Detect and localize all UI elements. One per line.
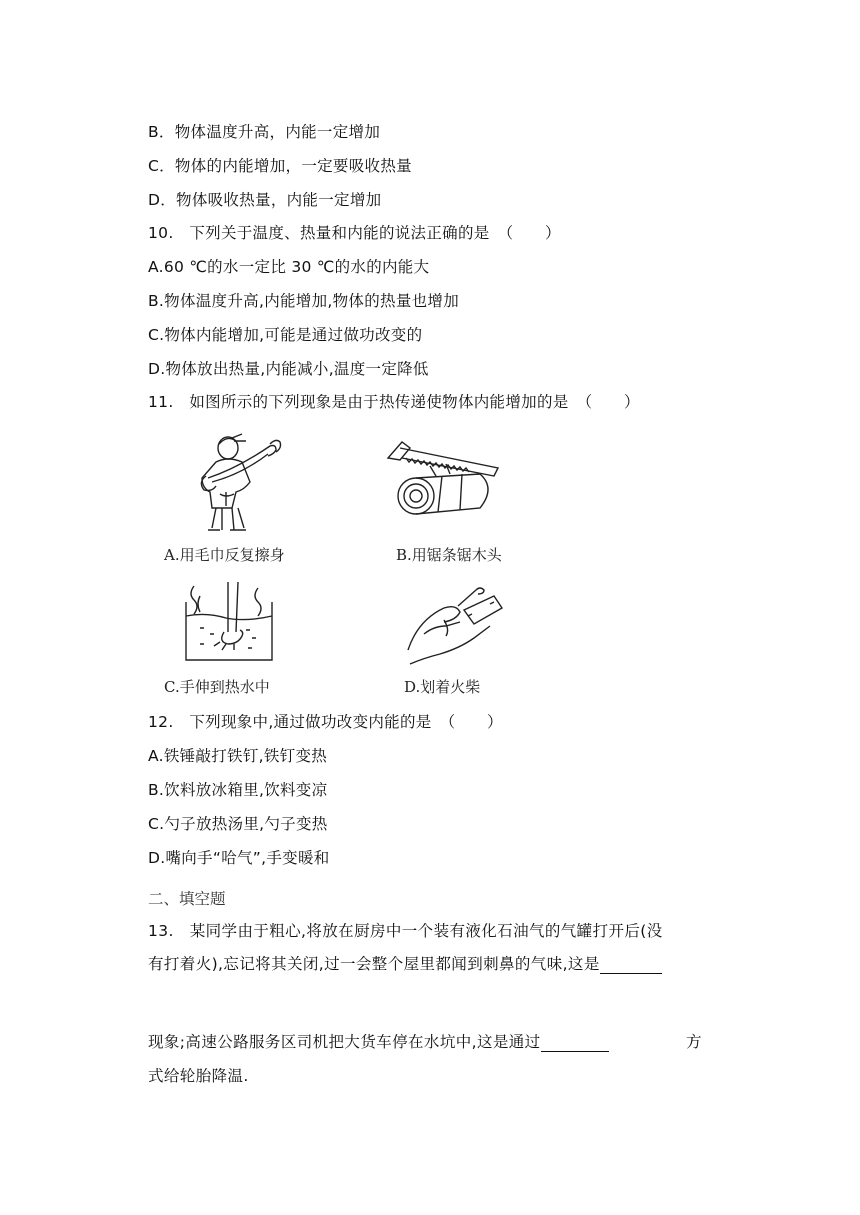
- towel-rubbing-icon: [186, 432, 296, 532]
- q13-line-2: [148, 952, 662, 974]
- q10-option-d: D.物体放出热量,内能减小,温度一定降低: [148, 360, 429, 378]
- q13-line-3-text: 现象;高速公路服务区司机把大货车停在水坑中,这是通过: [148, 1033, 541, 1051]
- q12-option-b: B.饮料放冰箱里,饮料变凉: [148, 781, 328, 799]
- q10-option-c: C.物体内能增加,可能是通过做功改变的: [148, 326, 423, 344]
- q13-line-3: [148, 1030, 710, 1052]
- section-heading: 二、填空题: [148, 890, 226, 908]
- q12-option-d: D.嘴向手“哈气”,手变暖和: [148, 849, 330, 867]
- q9-option-d: D．物体吸收热量，内能一定增加: [148, 191, 382, 209]
- q11-caption-d: D.划着火柴: [404, 678, 481, 696]
- q11-caption-c: C.手伸到热水中: [164, 678, 270, 696]
- hand-in-hot-water-icon: [180, 582, 280, 664]
- q10-option-b: B.物体温度升高,内能增加,物体的热量也增加: [148, 292, 460, 310]
- q13-blank-1[interactable]: [600, 958, 662, 975]
- q11-stem: 11. 如图所示的下列现象是由于热传递使物体内能增加的是 （ ）: [148, 393, 640, 411]
- q12-option-a: A.铁锤敲打铁钉,铁钉变热: [148, 747, 328, 765]
- q13-line-4: 式给轮胎降温.: [148, 1067, 249, 1085]
- q12-option-c: C.勺子放热汤里,勺子变热: [148, 815, 328, 833]
- q13-line-2-text: 有打着火),忘记将其关闭,过一会整个屋里都闻到刺鼻的气味,这是: [148, 955, 600, 973]
- q10-option-a: A.60 ℃的水一定比 30 ℃的水的内能大: [148, 258, 430, 276]
- q9-option-b: B．物体温度升高，内能一定增加: [148, 123, 381, 141]
- q13-blank-2[interactable]: [541, 1036, 609, 1053]
- q9-option-c: C．物体的内能增加，一定要吸收热量: [148, 157, 412, 175]
- striking-match-icon: [404, 586, 508, 666]
- q11-caption-b: B.用锯条锯木头: [396, 546, 502, 564]
- q10-stem: 10. 下列关于温度、热量和内能的说法正确的是 （ ）: [148, 224, 561, 242]
- q11-caption-a: A.用毛巾反复擦身: [164, 546, 285, 564]
- q13-line-3-tail: 方: [686, 1033, 702, 1051]
- q13-line-1: 13. 某同学由于粗心,将放在厨房中一个装有液化石油气的气罐打开后(没: [148, 922, 663, 940]
- saw-wood-icon: [382, 438, 502, 524]
- q12-stem: 12. 下列现象中,通过做功改变内能的是 （ ）: [148, 713, 503, 731]
